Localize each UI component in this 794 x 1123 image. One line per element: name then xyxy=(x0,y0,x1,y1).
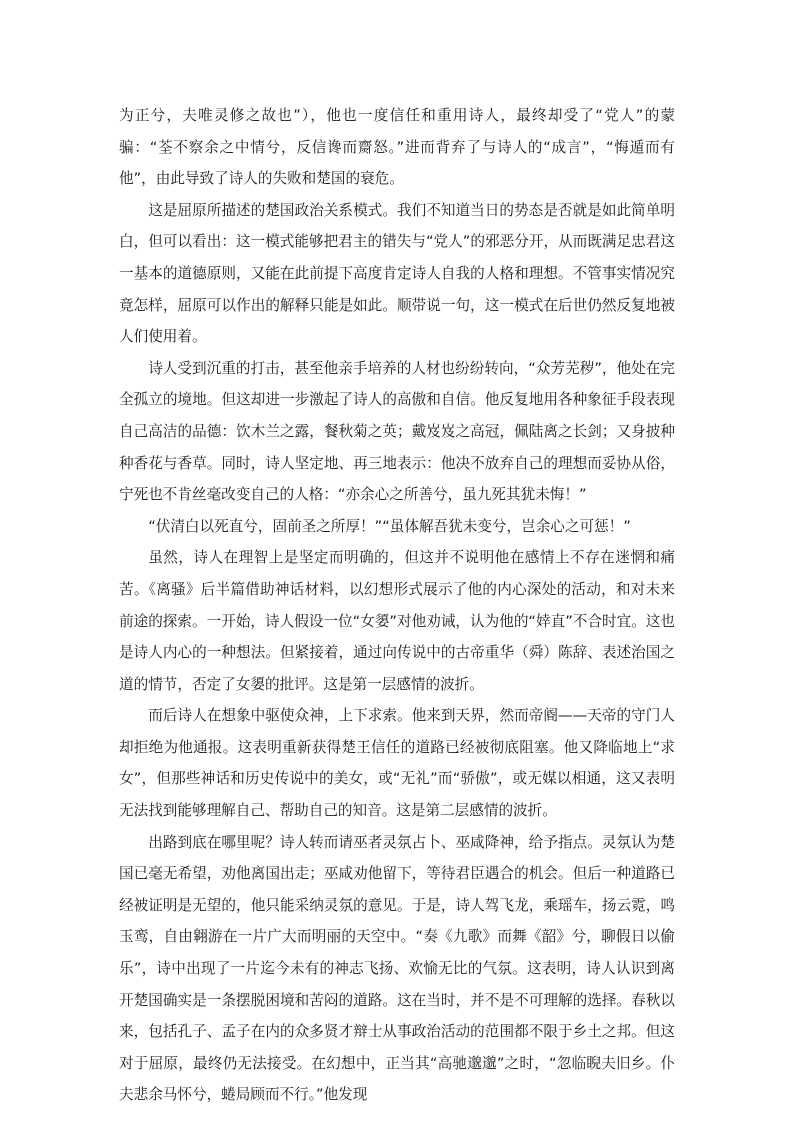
page-body-text xyxy=(119,100,675,1111)
paragraph-quote: “伏清白以死直兮，固前圣之所厚！”“虽体解吾犹未变兮，岂余心之可惩！” xyxy=(148,517,631,535)
paragraph: 出路到底在哪里呢？诗人转而请巫者灵氛占卜、巫咸降神，给予指点。灵氛认为楚国已毫无希望，劝他离国出走；巫咸劝他留下，等待君臣遇合的机会。但后一种道路已经被证明是无望的，他只能采纳灵氛的意见。于是，诗人驾飞龙，乘瑶车，扬云霓，鸣玉鸾，自由翱游在一片广大而明丽的天空中。“奏《九歌》而舞《韶》兮，聊假日以偷乐”，诗中出现了一片迄今未有的神志飞扬、欢愉无比的气氛。这表明，诗人认识到离开楚国确实是一条摆脱困境和苦闷的道路。这在当时，并不是不可理解的选择。春秋以来，包括孔子、孟子在内的众多贤才辩士从事政治活动的范围都不限于乡土之邦。但这对于屈原，最终仍无法接受。在幻想中，正当其“高驰邈邈”之时，“忽临睨夫旧乡。仆夫悲余马怀兮，蜷局顾而不行。”他发现 xyxy=(119,833,675,1104)
paragraph: 诗人受到沉重的打击，甚至他亲手培养的人材也纷纷转向，“众芳芜秽”，他处在完全孤立的境地。但这却进一步激起了诗人的高傲和自信。他反复地用各种象征手段表现自己高洁的品德：饮木兰之露，餐秋菊之英；戴岌岌之高冠，佩陆离之长剑；又身披种种香花与香草。同时，诗人坚定地、再三地表示：他决不放弃自己的理想而妥协从俗，宁死也不肯丝毫改变自己的人格：“亦余心之所善兮，虽九死其犹未悔！” xyxy=(119,359,675,504)
paragraph: 而后诗人在想象中驱使众神，上下求索。他来到天界，然而帝阍——天帝的守门人却拒绝为他通报。这表明重新获得楚王信任的道路已经被彻底阻塞。他又降临地上“求女”，但那些神话和历史传说中的美女，或“无礼”而“骄傲”，或无媒以相通，这又表明无法找到能够理解自己、帮助自己的知音。这是第二层感情的波折。 xyxy=(119,707,675,820)
paragraph-continued: 为正兮，夫唯灵修之故也”），他也一度信任和重用诗人，最终却受了“党人”的蒙骗：“荃不察余之中情兮，反信谗而齌怒。”进而背弃了与诗人的“成言”，“悔遁而有他”，由此导致了诗人的失败和楚国的衰危。 xyxy=(119,107,675,188)
paragraph: 虽然，诗人在理智上是坚定而明确的，但这并不说明他在感情上不存在迷惘和痛苦。《离骚》后半篇借助神话材料，以幻想形式展示了他的内心深处的活动，和对未来前途的探索。一开始，诗人假设一位“女嬃”对他劝诫，认为他的“婞直”不合时宜。这也是诗人内心的一种想法。但紧接着，通过向传说中的古帝重华（舜）陈辞、表述治国之道的情节，否定了女嬃的批评。这是第一层感情的波折。 xyxy=(119,549,675,693)
paragraph: 这是屈原所描述的楚国政治关系模式。我们不知道当日的势态是否就是如此简单明白，但可以看出：这一模式能够把君主的错失与“党人”的邪恶分开，从而既满足忠君这一基本的道德原则，又能在此前提下高度肯定诗人自我的人格和理想。不管事实情况究竟怎样，屈原可以作出的解释只能是如此。顺带说一句，这一模式在后世仍然反复地被人们使用着。 xyxy=(119,201,675,346)
